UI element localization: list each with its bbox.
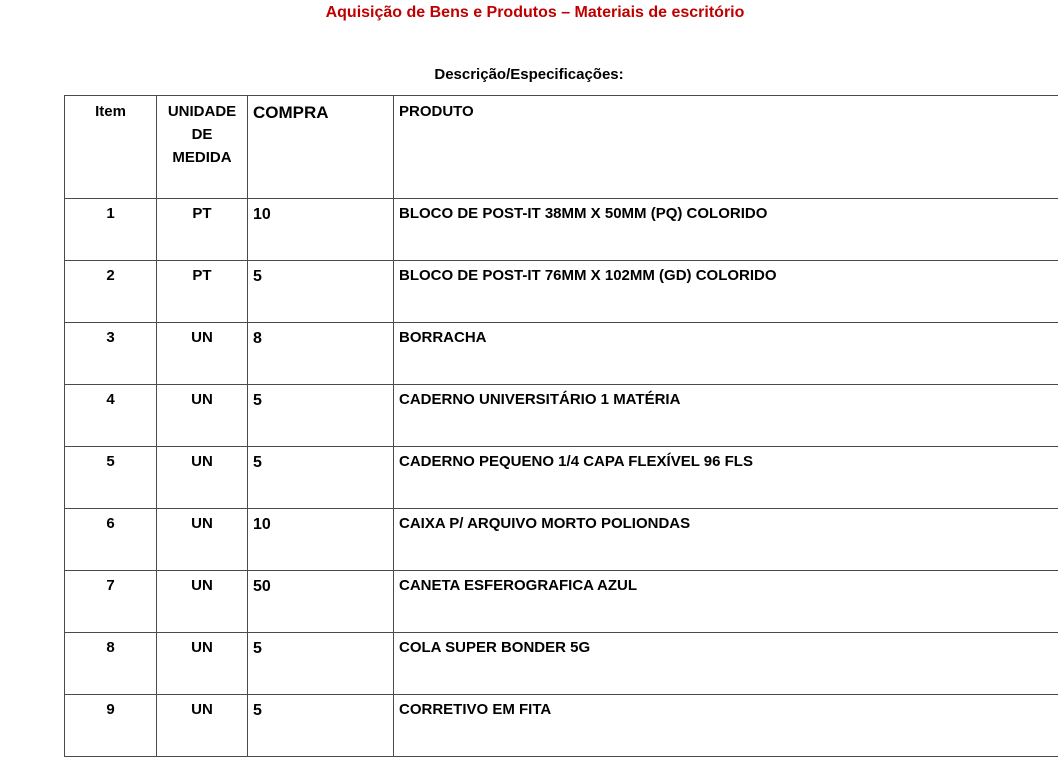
cell-compra: 5 [248,447,394,509]
header-item: Item [65,96,157,199]
document-title: Aquisição de Bens e Produtos – Materiais de escritório [0,4,1058,22]
cell-item: 8 [65,633,157,695]
cell-produto: CAIXA P/ ARQUIVO MORTO POLIONDAS [394,509,1058,571]
header-compra: COMPRA [248,96,394,199]
cell-compra: 8 [248,323,394,385]
cell-compra: 10 [248,199,394,261]
table-row [65,323,1058,385]
cell-compra: 10 [248,509,394,571]
cell-compra: 5 [248,261,394,323]
cell-produto: BLOCO DE POST-IT 76MM X 102MM (GD) COLORIDO [394,261,1058,323]
cell-item: 3 [65,323,157,385]
cell-unidade: UN [157,633,248,695]
cell-unidade: PT [157,261,248,323]
cell-unidade: UN [157,385,248,447]
cell-item: 5 [65,447,157,509]
cell-item: 2 [65,261,157,323]
table-row [65,695,1058,757]
cell-item: 4 [65,385,157,447]
header-produto: PRODUTO [394,96,1058,199]
table-row [65,199,1058,261]
section-subtitle: Descrição/Especificações: [0,66,1058,83]
cell-item: 1 [65,199,157,261]
header-unidade-line3: MEDIDA [157,146,247,169]
header-unidade-line1: UNIDADE [157,100,247,123]
cell-produto: CORRETIVO EM FITA [394,695,1058,757]
cell-unidade: UN [157,323,248,385]
cell-produto: BORRACHA [394,323,1058,385]
cell-unidade: UN [157,509,248,571]
table-row [65,385,1058,447]
cell-compra: 50 [248,571,394,633]
cell-compra: 5 [248,695,394,757]
cell-unidade: PT [157,199,248,261]
cell-compra: 5 [248,633,394,695]
header-unidade [157,96,248,199]
cell-produto: BLOCO DE POST-IT 38MM X 50MM (PQ) COLORIDO [394,199,1058,261]
cell-unidade: UN [157,571,248,633]
cell-produto: COLA SUPER BONDER 5G [394,633,1058,695]
table-row [65,261,1058,323]
cell-item: 6 [65,509,157,571]
cell-produto: CADERNO UNIVERSITÁRIO 1 MATÉRIA [394,385,1058,447]
cell-produto: CADERNO PEQUENO 1/4 CAPA FLEXÍVEL 96 FLS [394,447,1058,509]
cell-item: 9 [65,695,157,757]
table-row [65,509,1058,571]
cell-unidade: UN [157,447,248,509]
table-row [65,571,1058,633]
table-header-row [65,96,1058,199]
cell-item: 7 [65,571,157,633]
header-unidade-line2: DE [157,123,247,146]
table-row [65,633,1058,695]
table-row [65,447,1058,509]
cell-compra: 5 [248,385,394,447]
cell-unidade: UN [157,695,248,757]
products-table [64,95,1058,757]
cell-produto: CANETA ESFEROGRAFICA AZUL [394,571,1058,633]
